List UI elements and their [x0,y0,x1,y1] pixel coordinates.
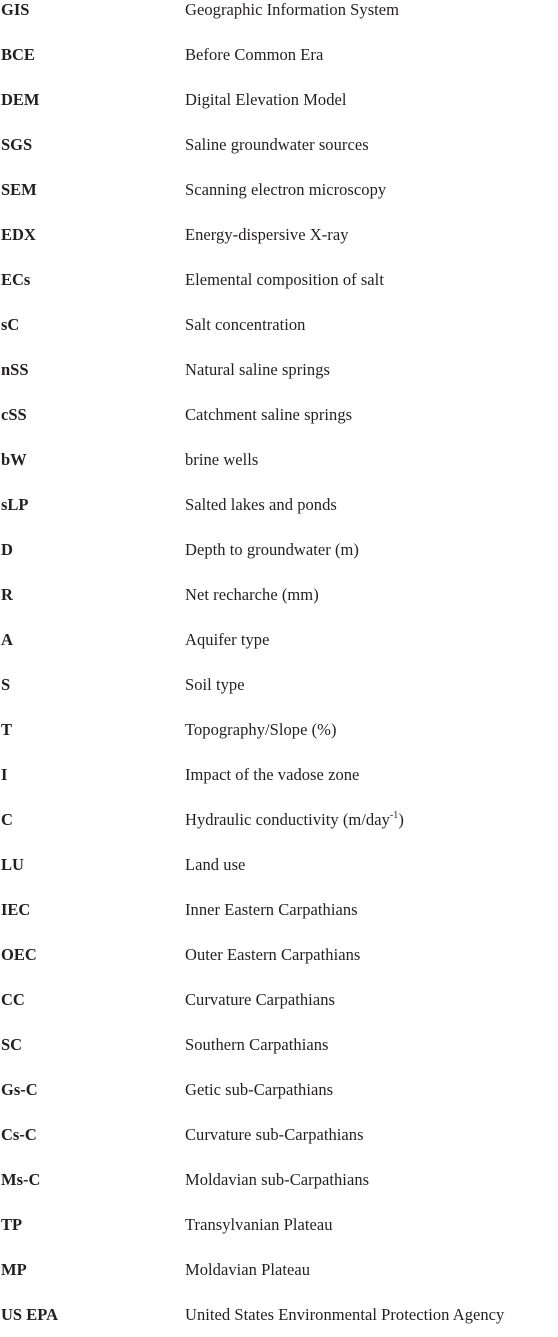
abbreviation-definition: Curvature sub-Carpathians [185,1125,364,1144]
abbreviation-definition: United States Environmental Protection Agency [185,1305,505,1324]
abbreviation-row [0,392,558,437]
abbreviation-term: MP [1,1260,27,1279]
abbreviation-definition: Energy-dispersive X-ray [185,225,349,244]
abbreviation-definition: Saline groundwater sources [185,135,369,154]
abbreviation-definition: Inner Eastern Carpathians [185,900,358,919]
abbreviation-term: I [1,765,8,784]
abbreviation-definition: Southern Carpathians [185,1035,329,1054]
abbreviation-definition: Salted lakes and ponds [185,495,337,514]
abbreviation-row [0,707,558,752]
abbreviation-row [0,527,558,572]
abbreviation-term: Cs-C [1,1125,37,1144]
abbreviation-definition: brine wells [185,450,259,469]
abbreviation-term: nSS [1,360,29,379]
abbreviation-term: EDX [1,225,36,244]
abbreviation-row [0,1157,558,1202]
abbreviation-term: bW [1,450,27,469]
definition-closing: ) [398,810,404,829]
abbreviation-row [0,1292,558,1337]
abbreviation-row [0,1112,558,1157]
abbreviation-definition: Moldavian sub-Carpathians [185,1170,370,1189]
abbreviation-definition: Net recharche (mm) [185,585,319,604]
abbreviation-definition: Soil type [185,675,245,694]
abbreviation-term: ECs [1,270,31,289]
abbreviation-term: US EPA [1,1305,58,1324]
abbreviation-definition: Scanning electron microscopy [185,180,387,199]
abbreviation-term: C [1,810,13,829]
abbreviation-row [0,572,558,617]
abbreviation-row [0,0,558,32]
abbreviation-term: CC [1,990,25,1009]
definition-text: Hydraulic conductivity (m/day [185,810,390,829]
abbreviation-row [0,1067,558,1112]
abbreviation-row [0,1247,558,1292]
abbreviation-definition: Catchment saline springs [185,405,353,424]
abbreviation-term: SGS [1,135,33,154]
abbreviation-term: S [1,675,11,694]
abbreviation-definition: Getic sub-Carpathians [185,1080,334,1099]
abbreviation-row [0,482,558,527]
abbreviation-row [0,257,558,302]
abbreviation-definition: Digital Elevation Model [185,90,347,109]
abbreviation-definition: Elemental composition of salt [185,270,384,289]
abbreviation-definition: Topography/Slope (%) [185,720,337,739]
abbreviation-row [0,212,558,257]
abbreviation-term: SEM [1,180,37,199]
abbreviation-definition: Before Common Era [185,45,324,64]
abbreviation-row [0,932,558,977]
abbreviation-row [0,302,558,347]
abbreviation-definition: Curvature Carpathians [185,990,335,1009]
abbreviation-definition: Depth to groundwater (m) [185,540,359,559]
abbreviation-term: GIS [1,0,30,19]
abbreviation-definition: Geographic Information System [185,0,400,19]
abbreviation-row [0,842,558,887]
abbreviation-term: SC [1,1035,23,1054]
abbreviation-definition: Natural saline springs [185,360,330,379]
abbreviation-term: T [1,720,13,739]
abbreviation-definition: Salt concentration [185,315,306,334]
abbreviation-row [0,977,558,1022]
abbreviation-term: sLP [1,495,29,514]
abbreviation-row [0,437,558,482]
abbreviation-definition: Aquifer type [185,630,270,649]
abbreviation-term: sC [1,315,20,334]
abbreviation-row [0,347,558,392]
abbreviation-term: cSS [1,405,27,424]
abbreviation-row [0,617,558,662]
abbreviation-definition: Transylvanian Plateau [185,1215,333,1234]
abbreviation-row [0,662,558,707]
abbreviation-term: A [1,630,13,649]
abbreviation-term: BCE [1,45,35,64]
abbreviation-term: D [1,540,13,559]
abbreviation-row [0,32,558,77]
abbreviation-row [0,887,558,932]
definition-superscript: -1 [389,809,399,821]
abbreviation-row [0,77,558,122]
abbreviation-row [0,797,558,842]
abbreviation-term: OEC [1,945,37,964]
abbreviation-term: LU [1,855,24,874]
abbreviation-term: DEM [1,90,40,109]
abbreviation-term: Ms-C [1,1170,41,1189]
abbreviation-definition: Land use [185,855,246,874]
abbreviation-term: TP [1,1215,23,1234]
abbreviation-term: IEC [1,900,31,919]
abbreviation-definition: Impact of the vadose zone [185,765,360,784]
abbreviation-row [0,167,558,212]
abbreviation-row [0,1202,558,1247]
abbreviation-definition: Moldavian Plateau [185,1260,311,1279]
abbreviation-term: Gs-C [1,1080,38,1099]
abbreviation-row [0,752,558,797]
abbreviation-term: R [1,585,13,604]
abbreviation-definition [185,797,404,842]
abbreviation-definition: Outer Eastern Carpathians [185,945,361,964]
abbreviation-row [0,1022,558,1067]
abbreviation-row [0,122,558,167]
